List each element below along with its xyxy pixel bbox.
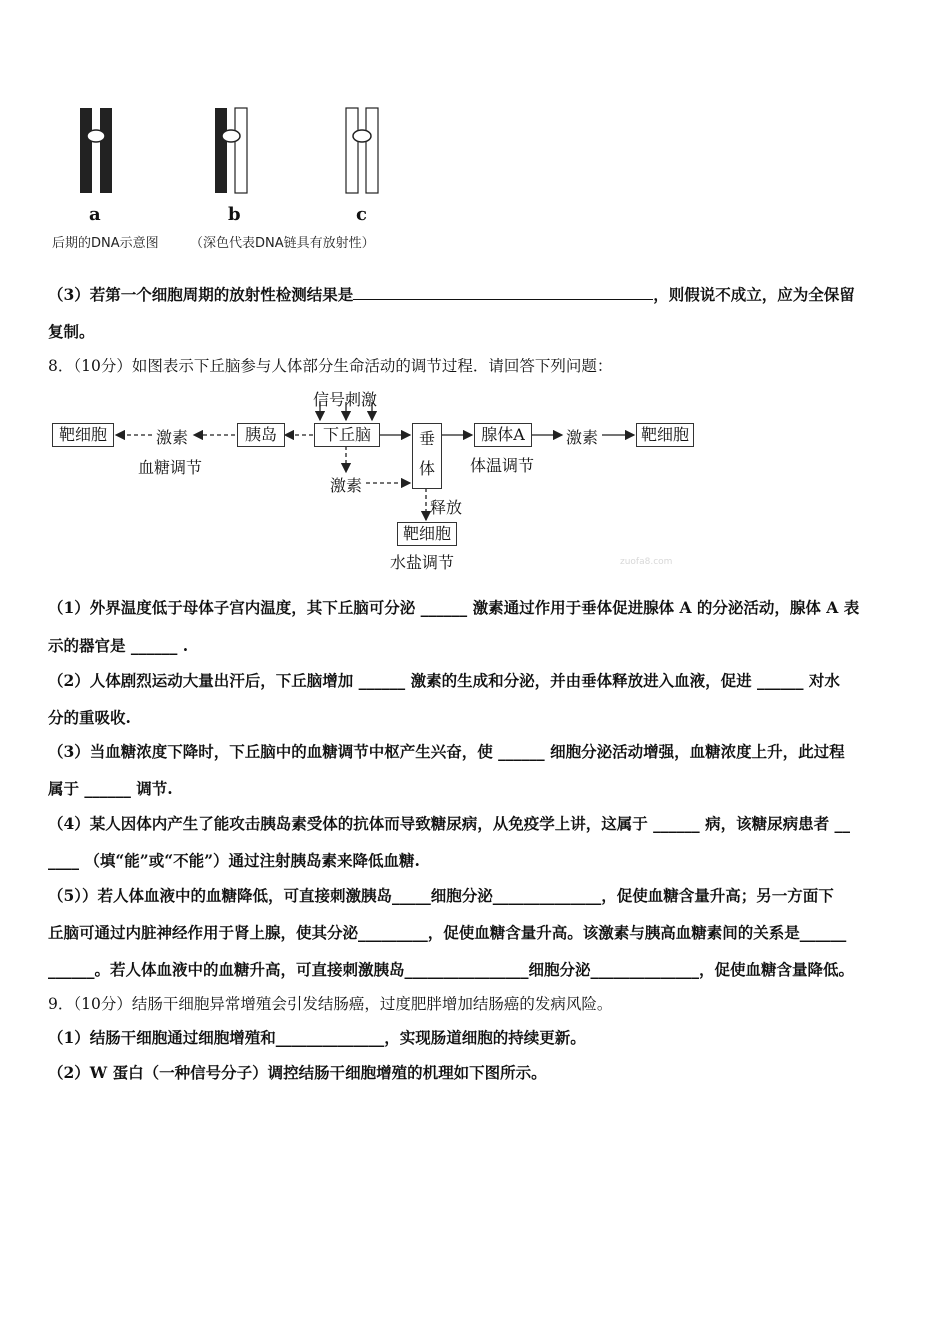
q8-1-line1: （1）外界温度低于母体子宫内温度，其下丘脑可分泌 ______ 激素通过作用于垂体促进腺体 A 的分泌活动，腺体 A 表 xyxy=(48,598,860,617)
pancreas-box: 胰岛 xyxy=(237,423,285,447)
diagram-arrows xyxy=(0,380,950,580)
chromatid-a-right xyxy=(100,108,112,193)
q8-1-line2: 示的器官是 ______ . xyxy=(48,636,189,655)
dna-diagram xyxy=(70,100,400,200)
dna-caption-left: 后期的DNA示意图 xyxy=(52,236,159,251)
q8-4-line2: ____ （填“能”或“不能”）通过注射胰岛素来降低血糖. xyxy=(48,851,420,870)
q7-part3-line1: （3）若第一个细胞周期的放射性检测结果是 ，则假说不成立，应为全保留 xyxy=(48,285,855,304)
q7-part3-line2: 复制。 xyxy=(48,322,95,341)
q8-2-line2: 分的重吸收. xyxy=(48,708,131,727)
centromere-c xyxy=(353,130,371,142)
dna-caption-right: （深色代表DNA链具有放射性） xyxy=(190,236,375,251)
watermark: zuofa8.com xyxy=(620,557,673,567)
answer-blank xyxy=(353,285,653,300)
signal-stimulus: 信号刺激 xyxy=(313,390,378,409)
centromere-b xyxy=(222,130,240,142)
label-c: c xyxy=(356,204,367,225)
target-cell-bottom: 靶细胞 xyxy=(397,522,457,546)
hormone-mid: 激素 xyxy=(330,476,363,495)
label-body-temp: 体温调节 xyxy=(470,456,535,475)
q8-5-line1: （5））若人体血液中的血糖降低，可直接刺激胰岛_____细胞分泌______________，促使血糖含量升高；另一方面下 xyxy=(48,886,834,905)
release-label: 释放 xyxy=(430,498,463,517)
q8-3-line1: （3）当血糖浓度下降时，下丘脑中的血糖调节中枢产生兴奋，使 ______ 细胞分泌活动增强，血糖浓度上升，此过程 xyxy=(48,742,845,761)
q9-2: （2）W 蛋白（一种信号分子）调控结肠干细胞增殖的机理如下图所示。 xyxy=(48,1063,547,1082)
pituitary-box: 垂 体 xyxy=(412,423,442,489)
hormone-right: 激素 xyxy=(566,428,599,447)
q8-header: 8．（10分）如图表示下丘脑参与人体部分生命活动的调节过程．请回答下列问题： xyxy=(48,357,613,375)
q9-header: 9．（10分）结肠干细胞异常增殖会引发结肠癌，过度肥胖增加结肠癌的发病风险。 xyxy=(48,995,613,1013)
q8-2-line1: （2）人体剧烈运动大量出汗后，下丘脑增加 ______ 激素的生成和分泌，并由垂体释放进入血液，促进 ______ 对水 xyxy=(48,671,840,690)
q8-3-line2: 属于 ______ 调节. xyxy=(48,779,173,798)
label-water-salt: 水盐调节 xyxy=(390,553,455,572)
q8-4-line1: （4）某人因体内产生了能攻击胰岛素受体的抗体而导致糖尿病，从免疫学上讲，这属于 ______ 病，该糖尿病患者 __ xyxy=(48,814,850,833)
q9-1: （1）结肠干细胞通过细胞增殖和______________，实现肠道细胞的持续更新。 xyxy=(48,1028,586,1047)
chromatid-b-left xyxy=(215,108,227,193)
q8-5-line2: 丘脑可通过内脏神经作用于肾上腺，使其分泌_________，促使血糖含量升高。该激素与胰高血糖素间的关系是______ xyxy=(48,923,847,942)
hormone-left: 激素 xyxy=(156,428,189,447)
label-blood-sugar: 血糖调节 xyxy=(138,458,203,477)
chromatid-c-right xyxy=(366,108,378,193)
chromatid-c-left xyxy=(346,108,358,193)
label-a: a xyxy=(89,204,101,225)
q8-5-line3: ______。若人体血液中的血糖升高，可直接刺激胰岛________________细胞分泌______________，促使血糖含量降低。 xyxy=(48,960,855,979)
chromatid-b-right xyxy=(235,108,247,193)
centromere-a xyxy=(87,130,105,142)
target-cell-left: 靶细胞 xyxy=(52,423,114,447)
target-cell-right: 靶细胞 xyxy=(636,423,694,447)
label-b: b xyxy=(228,204,241,225)
hypothalamus-box: 下丘脑 xyxy=(314,423,380,447)
chromatid-a-left xyxy=(80,108,92,193)
gland-a-box: 腺体A xyxy=(474,423,532,447)
